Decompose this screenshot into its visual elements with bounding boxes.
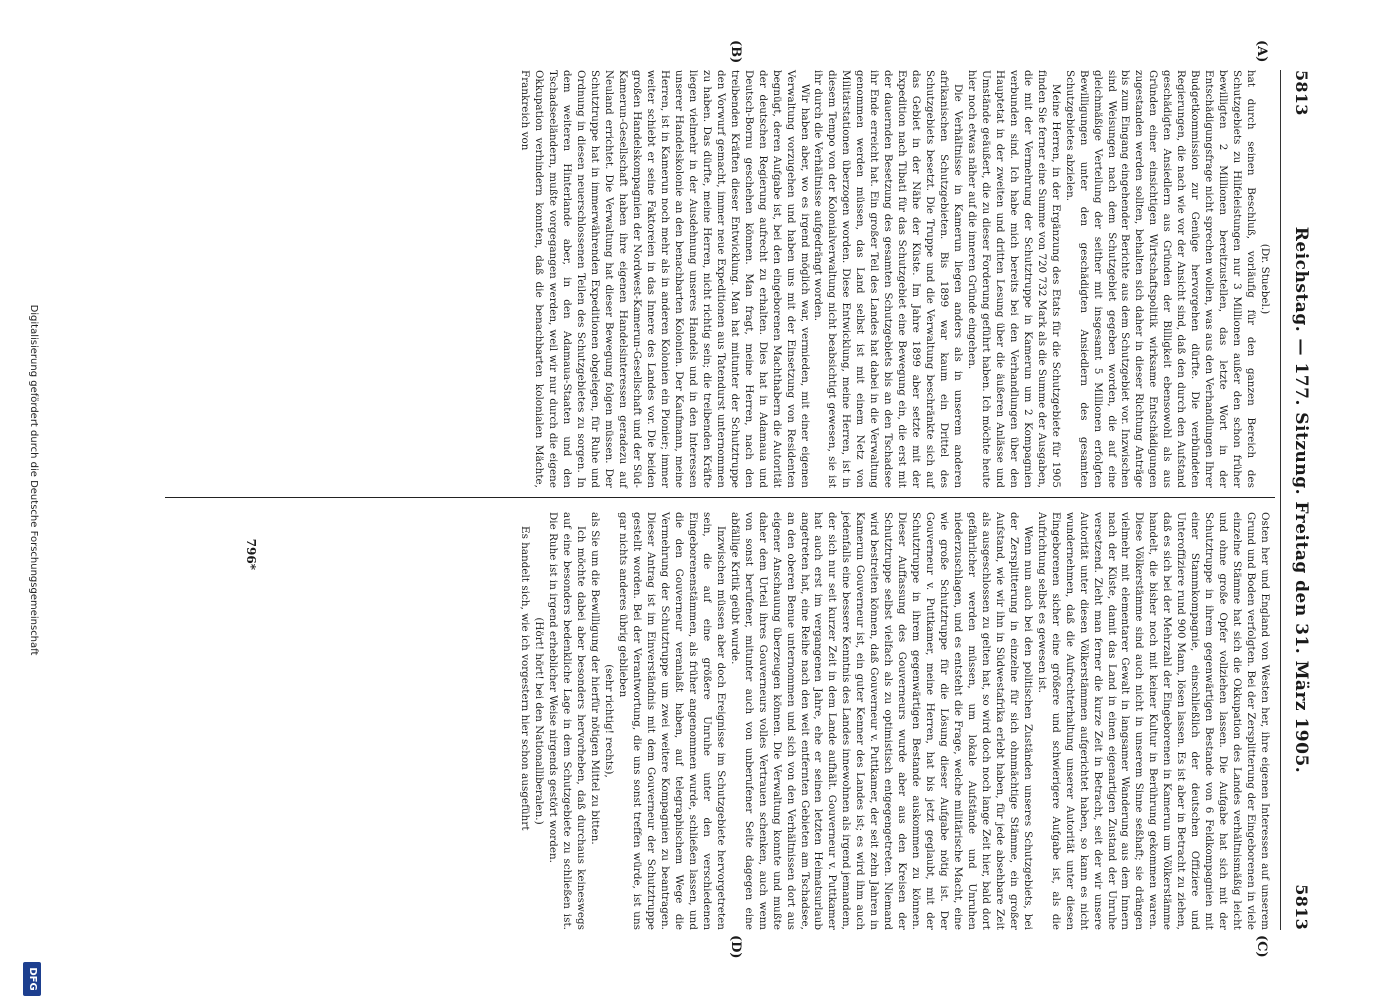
- page-header: [1285, 70, 1311, 930]
- page-number-left: 5813: [1292, 70, 1311, 116]
- right-column: [518, 512, 1271, 930]
- paragraph: Die Verhältnisse in Kamerun liegen anders als in unserem anderen afrikanischen Schutzgebieten. Bis 1899 war kaum ein Drittel des Schutzgebiets besetzt. Die Truppe und die Verwaltung beschränkte sich auf das Gebiet in der Nähe der Küste. Im Jahre 1899 aber setzte mit der Expedition nach Tibati für das Schutzgebiet eine Bewegung ein, die erst mit der dauernden Besetzung des gesamten Schutzgebiets bis an den Tschadsee ihr Ende erreicht hat. Ein großer Teil des Landes hat dabei in die Verwaltung genommen werden müssen, das Land selbst ist mit einem Netz von Militärstationen überzogen worden. Diese Entwicklung, meine Herren, ist in diesem Tempo von der Kolonialverwaltung nicht beabsichtigt gewesen, sie ist ihr durch die Verhältnisse aufgedrängt worden.: [812, 70, 965, 488]
- paragraph: Osten her und England von Westen her, ihre eigenen Interessen auf unserem Grund und Boden verfolgten. Bei der Zersplitterung der Eingeborenen in viele einzelne Stämme hat sich die Okkupation des Landes verhältnismäßig leicht und ohne große Opfer vollziehen lassen. Die Aufgabe hat sich mit der Schutztruppe in ihrem gegenwärtigen Bestande von 6 Feldkompagnien mit einer Stammkompagnie, einschließlich der deutschen Offiziere und Unteroffiziere rund 900 Mann, lösen lassen. Es ist aber in Betracht zu ziehen, daß es sich bei der Mehrzahl der Eingeborenen in Kamerun um Völkerstämme handelt, die bisher noch mit keiner Kultur in Berührung gekommen waren. Diese Völkerstämme sind auch nicht in unserem Sinne seßhaft; sie drängen vielmehr mit elementarer Gewalt in langsamer Wanderung aus dem Innern nach der Küste, damit das Land in einen eigenartigen Zustand der Unruhe versetzend. Zieht man ferner die kurze Zeit in Betracht, seit der wir unsere Autorität unter diesen Völkerstämmen aufgerichtet haben, so kann es nicht wundernehmen, daß die Aufrechterhaltung unserer Autorität unter diesen Eingeborenen sicher eine größere und schwierigere Aufgabe ist, als die Aufrichtung selbst es gewesen ist.: [1035, 512, 1271, 930]
- paragraph: hat durch seinen Beschluß, vorläufig für den ganzen Bereich des Schutzgebiets zu Hilfeleistungen nur 3 Millionen außer den schon früher bewilligten 2 Millionen bereitzustellen, das letzte Wort in der Entschädigungsfrage nicht sprechen wollen, was aus den Verhandlungen Ihrer Budgetkommission zur Genüge hervorgehen dürfte. Die verbündeten Regierungen, die nach wie vor der Ansicht sind, daß den durch den Aufstand geschädigten Ansiedlern aus Gründen der Billigkeit ebensowohl als aus Gründen einer einsichtigen Wirtschaftspolitik wirksame Entschädigungen zugestanden werden sollten, behalten sich daher in dieser Richtung Anträge bis zum Eingang eingehender Berichte aus dem Schutzgebiet vor. Inzwischen sind Weisungen nach dem Schutzgebiet gegeben worden, die auf eine gleichmäßige Verteilung der seither mit insgesamt 5 Millionen erfolgten Bewilligungen unter den geschädigten Ansiedlern des gesamten Schutzgebietes abzielen.: [1063, 70, 1258, 488]
- margin-letter-d: (D): [728, 935, 743, 959]
- margin-letter-c: (C): [1254, 935, 1269, 958]
- paragraph: Es handelt sich, wie ich vorgestern hier schon ausgeführt: [519, 526, 532, 831]
- paragraph: Ich möchte dabei aber besonders hervorheben, daß durchaus keineswegs auf eine besonders bedenkliche Lage in dem Schutzgebiete zu schließen ist. Die Ruhe ist in irgend erheblicher Weise nirgends gestört worden.: [547, 512, 588, 930]
- paragraph: Inzwischen müssen aber doch Ereignisse im Schutzgebiete hervorgetreten sein, die auf eine größere Unruhe unter den verschiedenen Eingeborenenstämmen, als früher angenommen wurde, schließen lassen, und die den Gouverneur veranlaßt haben, auf telegraphischem Wege die Vermehrung der Schutztruppe um zwei weitere Kompagnien zu beantragen. Dieser Antrag ist im Einverständnis mit dem Gouverneur der Schutztruppe gestellt worden. Bei der Verantwortung, die uns sonst treffen würde, ist uns gar nichts anderes übrig geblieben: [617, 512, 727, 930]
- page-number-right: 5813: [1292, 884, 1311, 930]
- paragraph: Wenn nun auch bei den politischen Zuständen unseres Schutzgebiets, bei der Zersplitterung in einzelne für sich ohnmächtige Stämme, ein großer Aufstand, wie wir ihn in Südwestafrika erlebt haben, für jede absehbare Zeit als ausgeschlossen zu gelten hat, so wird doch noch lange Zeit hier, bald dort gefährlicher werden müssen, um lokale Aufstände und Unruhen niederzuschlagen, und es entsteht die Frage, welche militärische Macht, eine wie große Schutztruppe für die Lösung dieser Aufgabe nötig ist. Der Gouverneur v. Puttkamer, meine Herren, hat bis jetzt geglaubt, mit der Schutztruppe in ihrem gegenwärtigen Bestande auskommen zu können. Dieser Auffassung des Gouverneurs wurde aber aus den Kreisen der Schutztruppe selbst vielfach als zu optimistisch entgegengetreten. Niemand wird bestreiten können, daß Gouverneur v. Puttkamer, der seit zehn Jahren in Kamerun Gouverneur ist, ein guter Kenner des Landes ist; es wird ihm auch jedenfalls eine bessere Kenntnis des Landes innewohnen als irgend jemandem, der sich nur seit kurzer Zeit in dem Lande aufhält. Gouverneur v. Puttkamer hat auch erst im vergangenen Jahre, ehe er seinen letzten Heimatsurlaub angetreten hat, eine Reihe nach den weit entfernten Gebieten am Tschadsee, an den oberen Benue unternommen und sich von den Verhältnissen dort aus eigener Anschauung überzeugen können. Die Verwaltung konnte und mußte daher dem Urteil ihres Gouverneurs volles Vertrauen schenken, auch wenn von sonst berufener, mitunter auch von unberufener Seite dagegen eine abfällige Kritik geübt wurde.: [728, 512, 1034, 930]
- dfg-logo: DFG: [23, 962, 41, 996]
- running-title: Reichstag. — 177. Sitzung. Freitag den 31. März 1905.: [1291, 226, 1311, 774]
- digitization-footer: [19, 0, 43, 1000]
- speaker-label: (Dr. Stuebel.): [1259, 243, 1271, 315]
- paragraph: Wir haben aber, wo es irgend möglich war, vermieden, mit einer eigenen Verwaltung vorzugehen und haben uns mit der Einsetzung von Residenten begnügt, deren Aufgabe ist, bei den eingeborenen Machthabern die Autorität der deutschen Regierung aufrecht zu erhalten. Dies hat in Adamaua und Deutsch-Bornu geschehen können. Man fragt, meine Herren, nach den treibenden Kräften dieser Entwicklung. Man hat mitunter der Schutztruppe den Vorwurf gemacht, immer neue Expeditionen aus Tatendurst unternommen zu haben. Das dürfte, meine Herren, nicht richtig sein; die treibenden Kräfte liegen vielmehr in der Ausdehnung unseres Handels und in den Interessen unserer Handelskolonie an den benachbarten Kolonien. Der Kaufmann, meine Herren, ist in Kamerun noch mehr als in anderen Kolonien ein Pionier; immer weiter schiebt er seine Faktoreien in das Innere des Landes vor. Die beiden großen Handelskompagnien der Nordwest-Kamerun-Gesellschaft und der Süd-Kamerun-Gesellschaft haben ihre eigenen Handelsinteressen geradezu auf Neuland errichtet. Die Verwaltung hat dieser Bewegung folgen müssen. Der Schutztruppe hat in immerwährenden Expeditionen obgelegen, für Ruhe und Ordnung in diesen neuerschlossenen Teilen des Schutzgebietes zu sorgen. In dem weiteren Hinterlande aber, in den Adamaua-Staaten und den Tschadseeländern, mußte vorgegangen werden, weil wir nur durch die eigene Okkupation verhindern konnten, daß die benachbarten kolonialen Mächte, Frankreich von: [519, 70, 811, 488]
- margin-letter-b: (B): [728, 40, 743, 64]
- sheet-number: 796*: [244, 538, 258, 570]
- interjection: (Hört! hört! bei den Nationalliberalen.): [533, 617, 546, 825]
- header-rule: [1280, 70, 1281, 930]
- left-column: [518, 70, 1271, 488]
- margin-letter-a: (A): [1254, 40, 1269, 63]
- footer-credit: Digitalisierung gefördert durch die Deutsche Forschungsgemeinschaft: [28, 304, 39, 656]
- column-divider: [165, 497, 1275, 498]
- interjection: (sehr richtig! rechts),: [603, 664, 616, 778]
- paragraph: als Sie um die Bewilligung der hierfür nötigen Mittel zu bitten.: [589, 512, 602, 845]
- paragraph: Meine Herren, in der Ergänzung des Etats für die Schutzgebiete für 1905 finden Sie ferner eine Summe von 720 732 Mark als die Summe der Ausgaben, die mit der Vermehrung der Schutztruppe in Kamerun um 2 Kompagnien verbunden sind. Ich habe mich bereits bei den Verhandlungen über den Hauptetat in der zweiten und dritten Lesung über die äußeren Anlässe und Umstände geäußert, die zu dieser Forderung geführt haben. Ich möchte heute hier noch etwas näher auf die inneren Gründe eingehen.: [965, 70, 1062, 488]
